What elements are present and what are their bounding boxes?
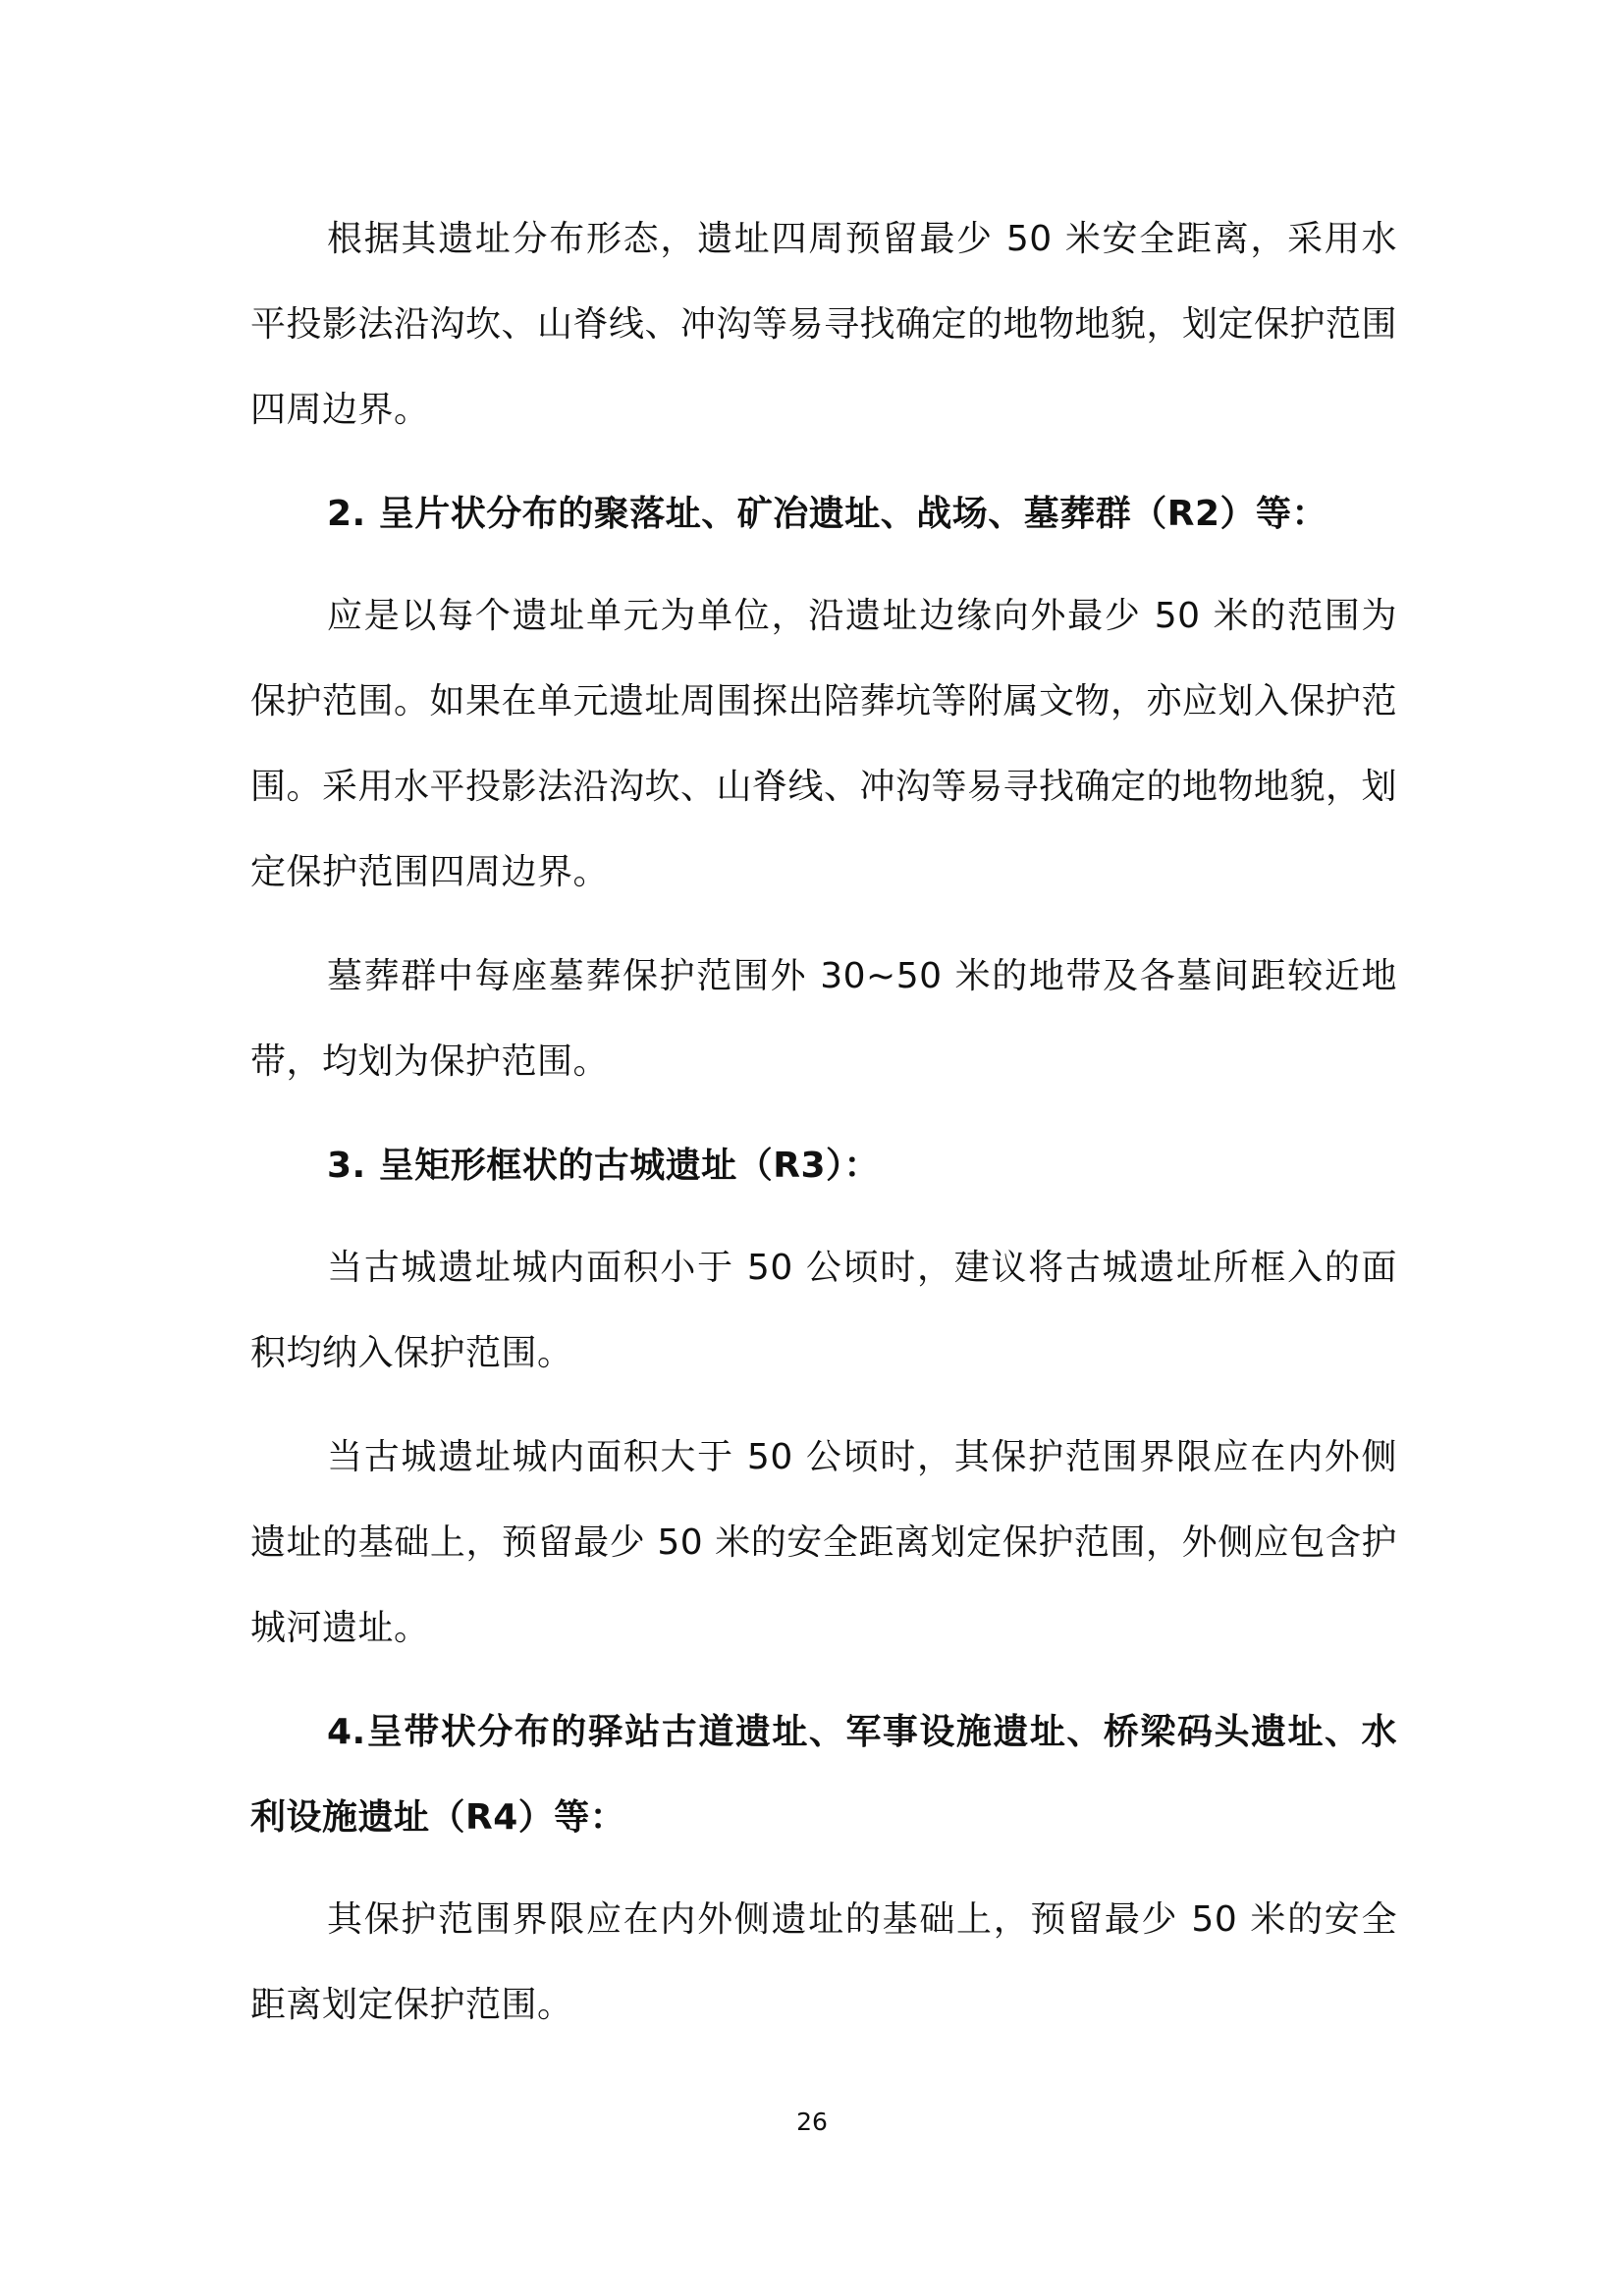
- paragraph-city-small: 当古城遗址城内面积小于 50 公顷时，建议将古城遗址所框入的面积均纳入保护范围。: [250, 1248, 1397, 1373]
- paragraph-linear-sites: 其保护范围界限应在内外侧遗址的基础上，预留最少 50 米的安全距离划定保护范围。: [250, 1899, 1397, 2025]
- heading-section-2: 2. 呈片状分布的聚落址、矿冶遗址、战场、墓葬群（R2）等：: [327, 494, 1328, 534]
- paragraph-city-large: 当古城遗址城内面积大于 50 公顷时，其保护范围界限应在内外侧遗址的基础上，预留最少 50 米的安全距离划定保护范围，外侧应包含护城河遗址。: [250, 1437, 1397, 1648]
- paragraph-unit-protection: 应是以每个遗址单元为单位，沿遗址边缘向外最少 50 米的范围为保护范围。如果在单元遗址周围探出陪葬坑等附属文物，亦应划入保护范围。采用水平投影法沿沟坎、山脊线、冲沟等易寻找确定的地物地貌，划定保护范围四周边界。: [250, 596, 1398, 892]
- paragraph-site-boundary: 根据其遗址分布形态，遗址四周预留最少 50 米安全距离，采用水平投影法沿沟坎、山脊线、冲沟等易寻找确定的地物地貌，划定保护范围四周边界。: [250, 219, 1398, 430]
- heading-section-3: 3. 呈矩形框状的古城遗址（R3）：: [327, 1146, 881, 1186]
- document-page: [250, 196, 1397, 2066]
- heading-section-4: 4.呈带状分布的驿站古道遗址、军事设施遗址、桥梁码头遗址、水利设施遗址（R4）等：: [250, 1712, 1397, 1838]
- page-number: 26: [796, 2108, 828, 2136]
- paragraph-tomb-group: 墓葬群中每座墓葬保护范围外 30~50 米的地带及各墓间距较近地带，均划为保护范围。: [250, 956, 1397, 1082]
